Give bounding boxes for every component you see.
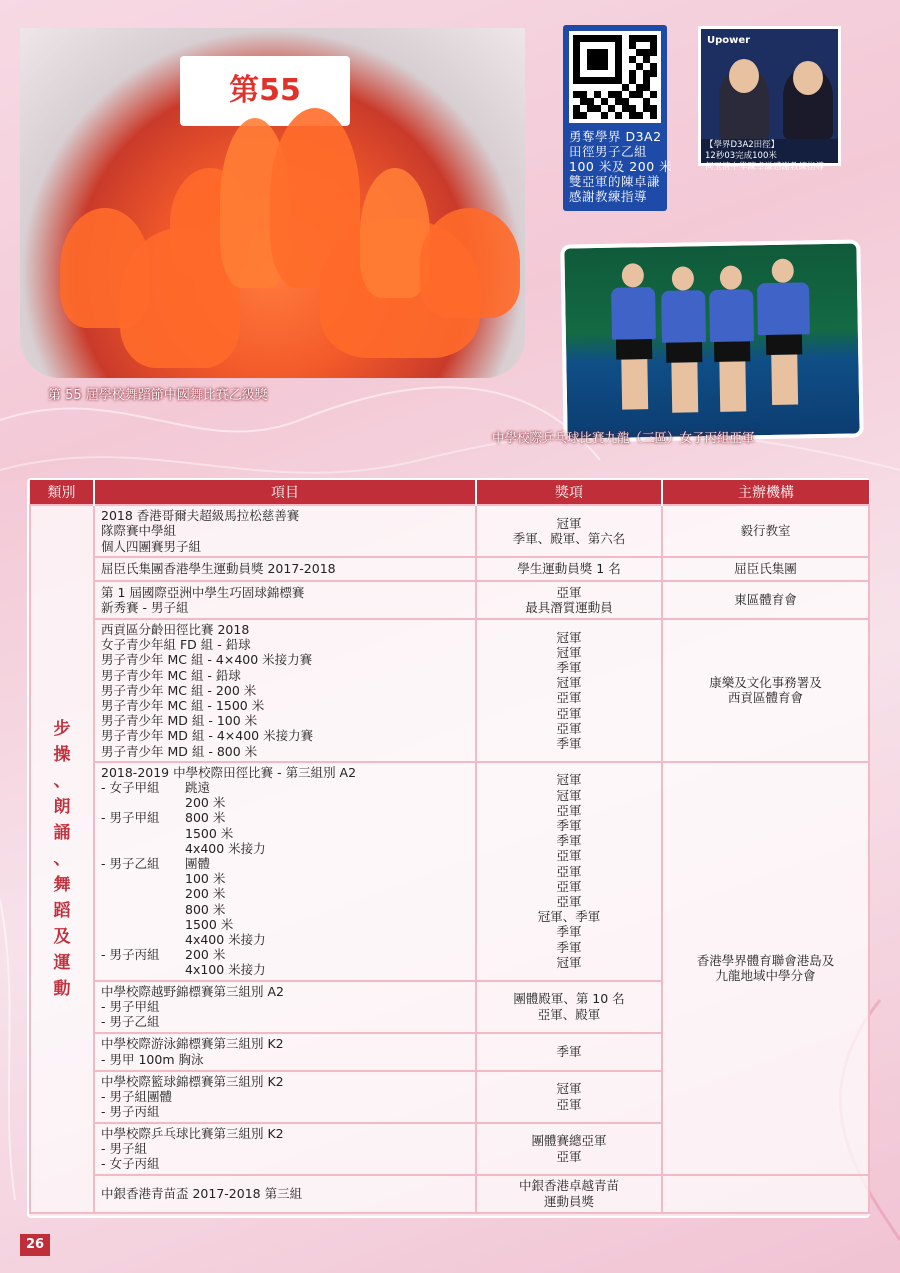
pingpong-caption: 中學校際乒乓球比賽九龍（三區）女子丙組亞軍 <box>492 430 755 445</box>
organizer-cell <box>662 1175 869 1213</box>
qr-code-icon[interactable] <box>569 31 661 123</box>
item-cell: 屈臣氏集團香港學生運動員獎 2017-2018 <box>94 557 476 581</box>
pingpong-photo <box>560 239 863 442</box>
award-cell: 冠軍 亞軍 <box>476 1071 662 1123</box>
header-category: 類別 <box>30 480 94 505</box>
organizer-cell: 香港學界體育聯會港島及 九龍地域中學分會 <box>662 762 869 1175</box>
dance-banner: 第55 <box>180 56 350 126</box>
dance-photo <box>20 28 525 378</box>
table-row <box>30 505 869 557</box>
award-cell: 冠軍 冠軍 季軍 冠軍 亞軍 亞軍 亞軍 季軍 <box>476 619 662 762</box>
item-cell: 中學校際乒乓球比賽第三組別 K2 - 男子組 - 女子丙組 <box>94 1123 476 1175</box>
item-cell: 2018 香港哥爾夫超級馬拉松慈善賽 隊際賽中學組 個人四團賽男子組 <box>94 505 476 557</box>
table-row <box>30 762 869 981</box>
item-cell: 中學校際籃球錦標賽第三組別 K2 - 男子組團體 - 男子丙組 <box>94 1071 476 1123</box>
awards-table <box>27 478 870 1218</box>
category-cell: 步 操 、 朗 誦 、 舞 蹈 及 運 動 <box>30 505 94 1213</box>
header-item: 項目 <box>94 480 476 505</box>
item-cell: 西貢區分齡田徑比賽 2018 女子青少年組 FD 組 - 鉛球 男子青少年 MC 組 - 4×400 米接力賽 男子青少年 MC 組 - 鉛球 男子青少年 MC 組 - 200 米 男子青少年 MC 組 - 1500 米 男子青少年 MD 組 - 100 米 男子青少年 MD 組 - 4×400 米接力賽 男子青少年 MD 組 - 800 米 <box>94 619 476 762</box>
award-cell: 冠軍 冠軍 亞軍 季軍 季軍 亞軍 亞軍 亞軍 亞軍 冠軍、季軍 季軍 季軍 冠軍 <box>476 762 662 981</box>
table-row <box>30 557 869 581</box>
page-number: 26 <box>20 1234 50 1256</box>
table-row <box>30 619 869 762</box>
organizer-cell: 康樂及文化事務署及 西貢區體育會 <box>662 619 869 762</box>
organizer-cell: 東區體育會 <box>662 581 869 619</box>
organizer-cell: 毅行教室 <box>662 505 869 557</box>
item-cell: 中銀香港青苗盃 2017-2018 第三組 <box>94 1175 476 1213</box>
table-row <box>30 581 869 619</box>
video-caption: 【學界D3A2田徑】 12秒03完成100米 何玉清中學陳卓謙感謝教練指導 <box>701 139 838 163</box>
item-cell: 中學校際越野錦標賽第三組別 A2 - 男子甲組 - 男子乙組 <box>94 981 476 1033</box>
organizer-cell: 屈臣氏集團 <box>662 557 869 581</box>
award-cell: 冠軍 季軍、殿軍、第六名 <box>476 505 662 557</box>
item-cell: 2018-2019 中學校際田徑比賽 - 第三組別 A2 - 女子甲組 跳遠 200 米 - 男子甲組 800 米 1500 米 4x400 米接力 - 男子乙組 團體 100 米 200 米 800 米 1500 米 4x400 米接力 - 男子丙組 200 米 4x100 米接力 <box>94 762 476 981</box>
item-cell: 中學校際游泳錦標賽第三組別 K2 - 男甲 100m 胸泳 <box>94 1033 476 1071</box>
award-cell: 團體殿軍、第 10 名 亞軍、殿軍 <box>476 981 662 1033</box>
dance-caption: 第 55 屆學校舞蹈節中國舞比賽乙級獎 <box>48 388 268 403</box>
award-cell: 亞軍 最具潛質運動員 <box>476 581 662 619</box>
award-cell: 中銀香港卓越青苗 運動員獎 <box>476 1175 662 1213</box>
video-thumbnail[interactable] <box>698 26 841 172</box>
table-row <box>30 1175 869 1213</box>
award-cell: 學生運動員獎 1 名 <box>476 557 662 581</box>
award-cell: 季軍 <box>476 1033 662 1071</box>
award-cell: 團體賽總亞軍 亞軍 <box>476 1123 662 1175</box>
item-cell: 第 1 屆國際亞洲中學生巧固球錦標賽 新秀賽 - 男子組 <box>94 581 476 619</box>
table-header-row <box>30 480 869 505</box>
qr-box <box>563 25 673 211</box>
header-organizer: 主辦機構 <box>662 480 869 505</box>
qr-caption: 勇奪學界 D3A2 田徑男子乙組 100 米及 200 米 雙亞軍的陳卓謙 感謝教練指導 <box>569 129 673 204</box>
upower-logo: Upower <box>707 35 751 46</box>
header-award: 獎項 <box>476 480 662 505</box>
